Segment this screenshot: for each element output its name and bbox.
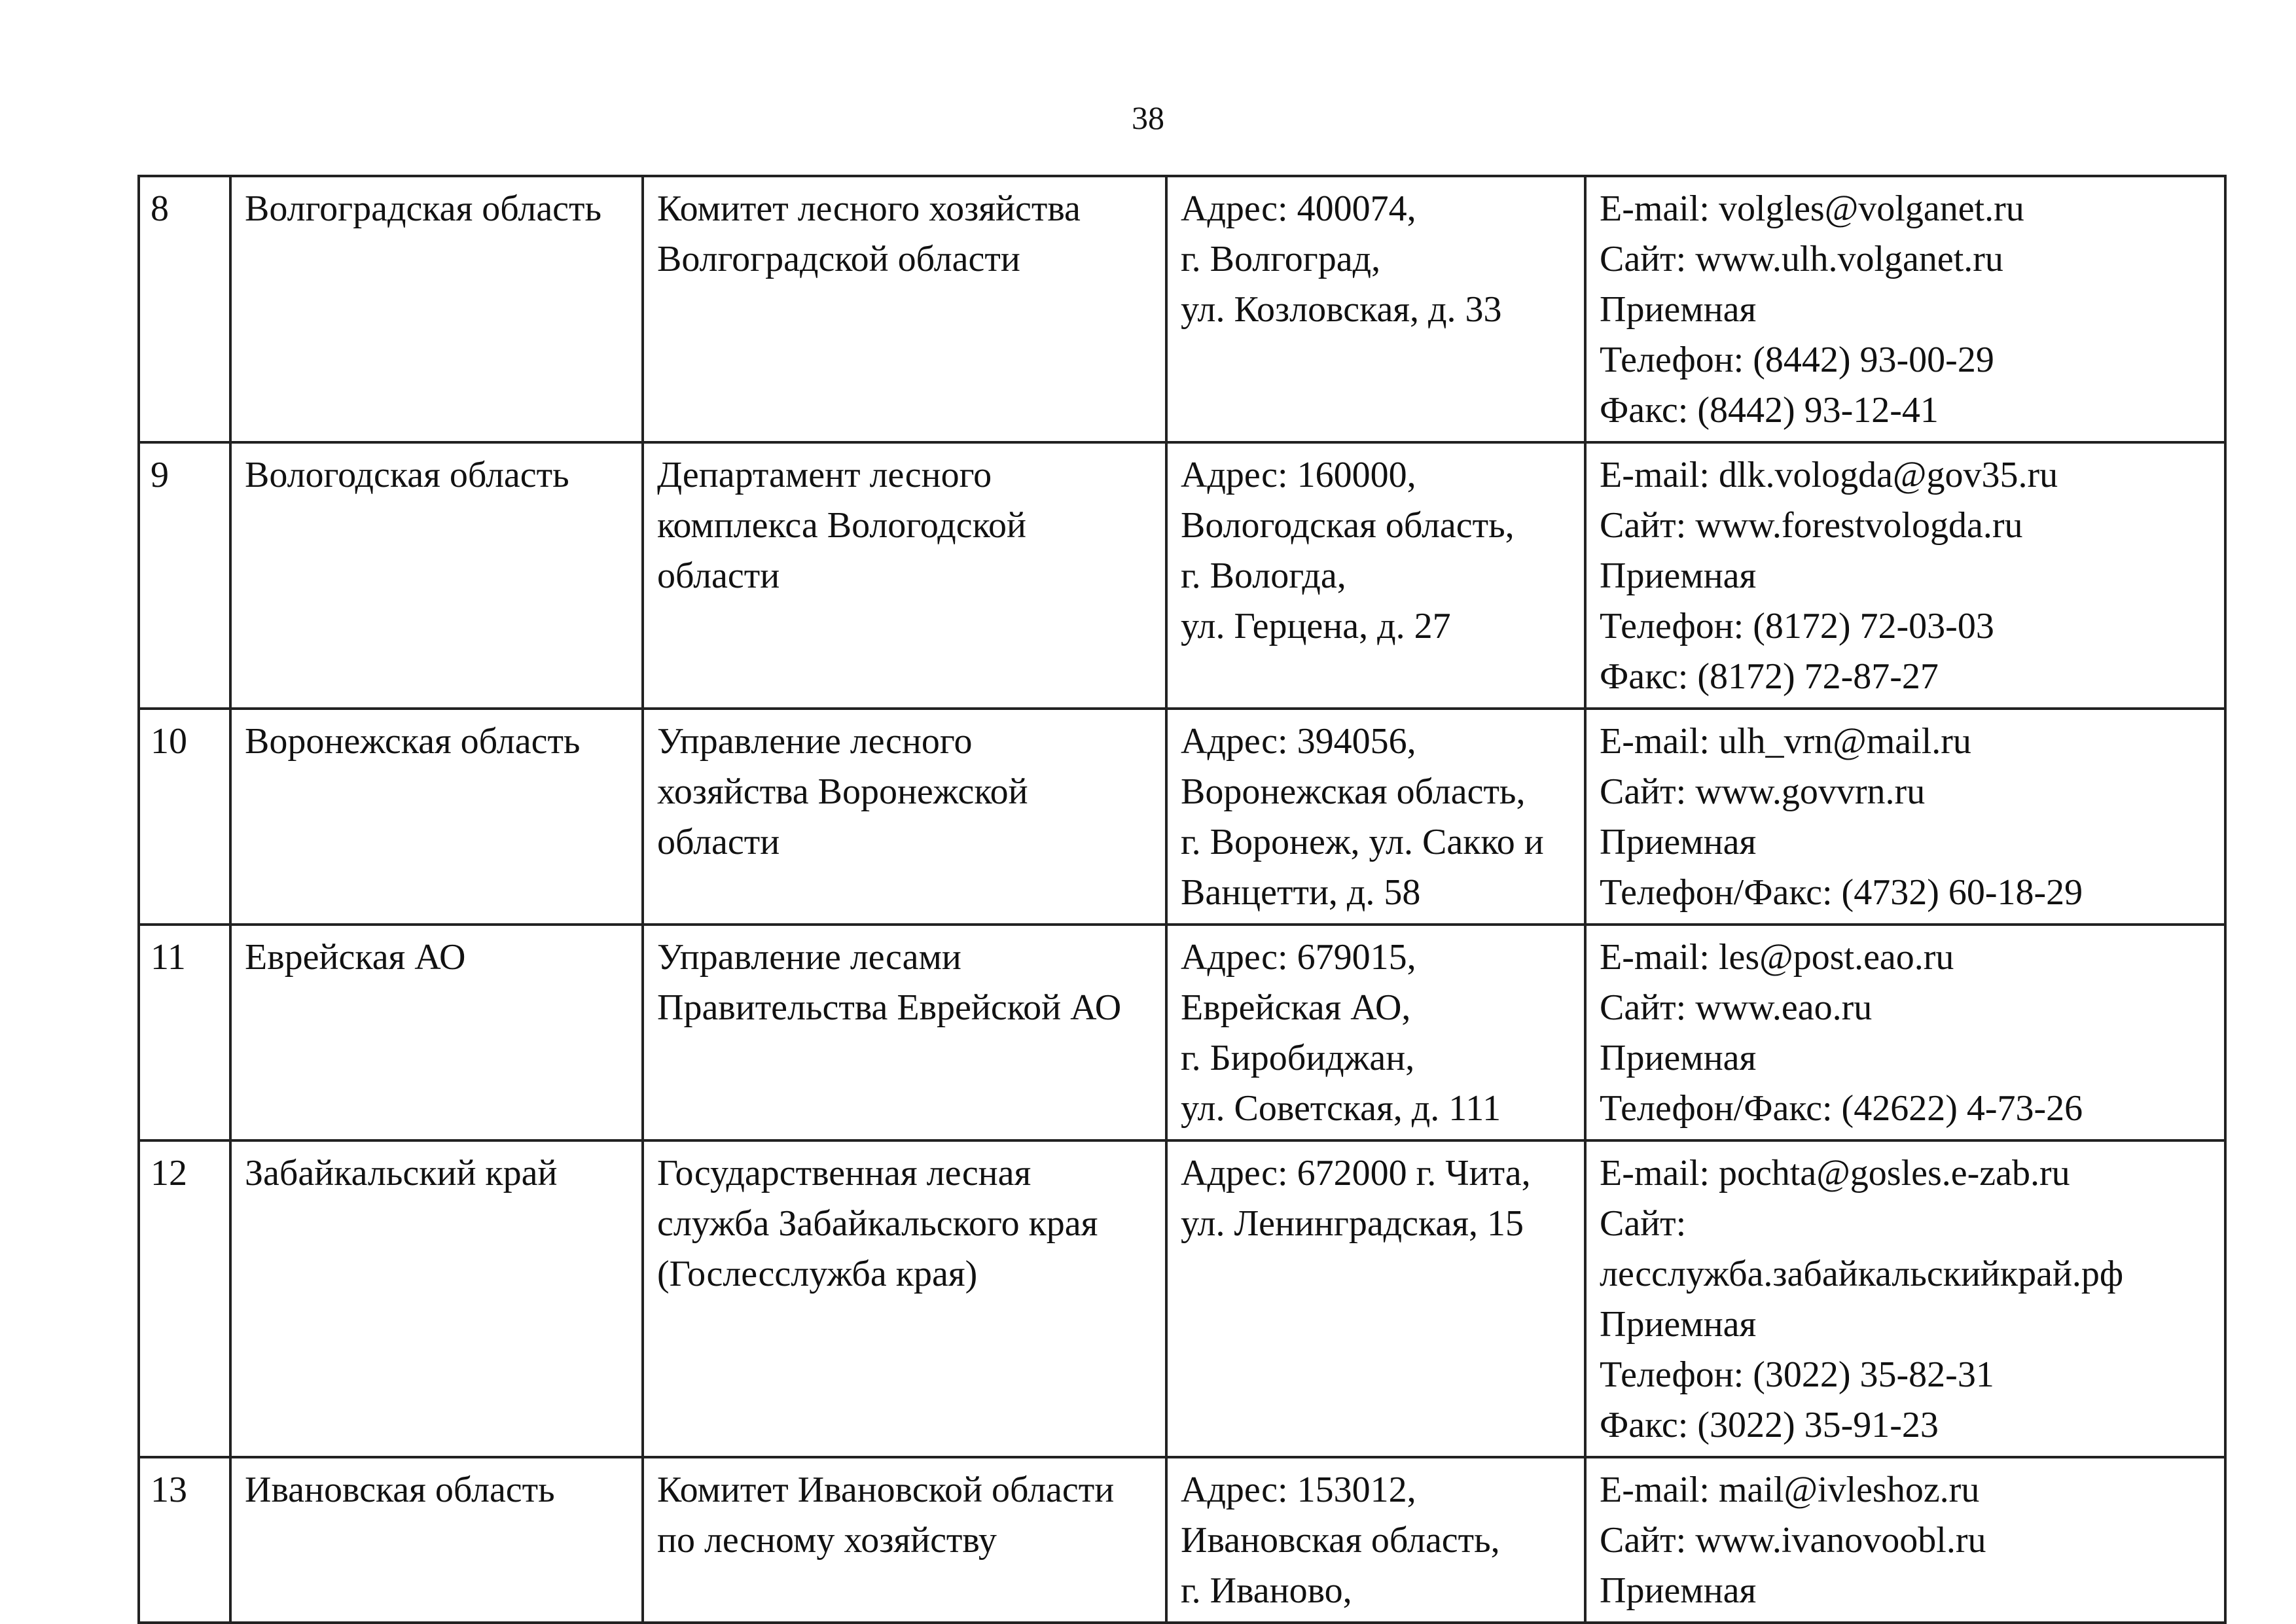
address-cell: Адрес: 679015, Еврейская АО, г. Биробиджан, ул. Советская, д. 111 xyxy=(1166,925,1585,1140)
table-row xyxy=(139,176,2225,442)
organization-cell: Управление лесами Правительства Еврейской АО xyxy=(643,925,1166,1140)
table-row xyxy=(139,1457,2225,1623)
contacts-cell: E-mail: pochta@gosles.e-zab.ru Сайт: лесслужба.забайкальскийкрай.рф Приемная Телефон: (3022) 35-82-31 Факс: (3022) 35-91-23 xyxy=(1585,1140,2225,1457)
contacts-cell: E-mail: mail@ivleshoz.ru Сайт: www.ivanovoobl.ru Приемная xyxy=(1585,1457,2225,1623)
row-number: 8 xyxy=(139,176,230,442)
region-cell: Вологодская область xyxy=(230,442,643,709)
organization-cell: Управление лесного хозяйства Воронежской области xyxy=(643,709,1166,925)
row-number: 13 xyxy=(139,1457,230,1623)
row-number: 12 xyxy=(139,1140,230,1457)
address-cell: Адрес: 394056, Воронежская область, г. Воронеж, ул. Сакко и Ванцетти, д. 58 xyxy=(1166,709,1585,925)
organization-cell: Комитет лесного хозяйства Волгоградской области xyxy=(643,176,1166,442)
row-number: 11 xyxy=(139,925,230,1140)
row-number: 10 xyxy=(139,709,230,925)
contacts-cell: E-mail: volgles@volganet.ru Сайт: www.ulh.volganet.ru Приемная Телефон: (8442) 93-00-29 Факс: (8442) 93-12-41 xyxy=(1585,176,2225,442)
table-row xyxy=(139,442,2225,709)
table-row xyxy=(139,709,2225,925)
region-cell: Воронежская область xyxy=(230,709,643,925)
contacts-cell: E-mail: dlk.vologda@gov35.ru Сайт: www.forestvologda.ru Приемная Телефон: (8172) 72-03-03 Факс: (8172) 72-87-27 xyxy=(1585,442,2225,709)
region-cell: Еврейская АО xyxy=(230,925,643,1140)
organization-cell: Комитет Ивановской области по лесному хозяйству xyxy=(643,1457,1166,1623)
table-row xyxy=(139,1140,2225,1457)
contacts-table xyxy=(137,175,2227,1624)
table-row xyxy=(139,925,2225,1140)
region-cell: Ивановская область xyxy=(230,1457,643,1623)
address-cell: Адрес: 160000, Вологодская область, г. Вологда, ул. Герцена, д. 27 xyxy=(1166,442,1585,709)
row-number: 9 xyxy=(139,442,230,709)
region-cell: Забайкальский край xyxy=(230,1140,643,1457)
page-number: 38 xyxy=(1132,99,1164,136)
address-cell: Адрес: 672000 г. Чита, ул. Ленинградская, 15 xyxy=(1166,1140,1585,1457)
contacts-cell: E-mail: les@post.eao.ru Сайт: www.eao.ru Приемная Телефон/Факс: (42622) 4-73-26 xyxy=(1585,925,2225,1140)
organization-cell: Департамент лесного комплекса Вологодской области xyxy=(643,442,1166,709)
contacts-cell: E-mail: ulh_vrn@mail.ru Сайт: www.govvrn.ru Приемная Телефон/Факс: (4732) 60-18-29 xyxy=(1585,709,2225,925)
address-cell: Адрес: 153012, Ивановская область, г. Иваново, xyxy=(1166,1457,1585,1623)
address-cell: Адрес: 400074, г. Волгоград, ул. Козловская, д. 33 xyxy=(1166,176,1585,442)
region-cell: Волгоградская область xyxy=(230,176,643,442)
organization-cell: Государственная лесная служба Забайкальского края (Гослесслужба края) xyxy=(643,1140,1166,1457)
